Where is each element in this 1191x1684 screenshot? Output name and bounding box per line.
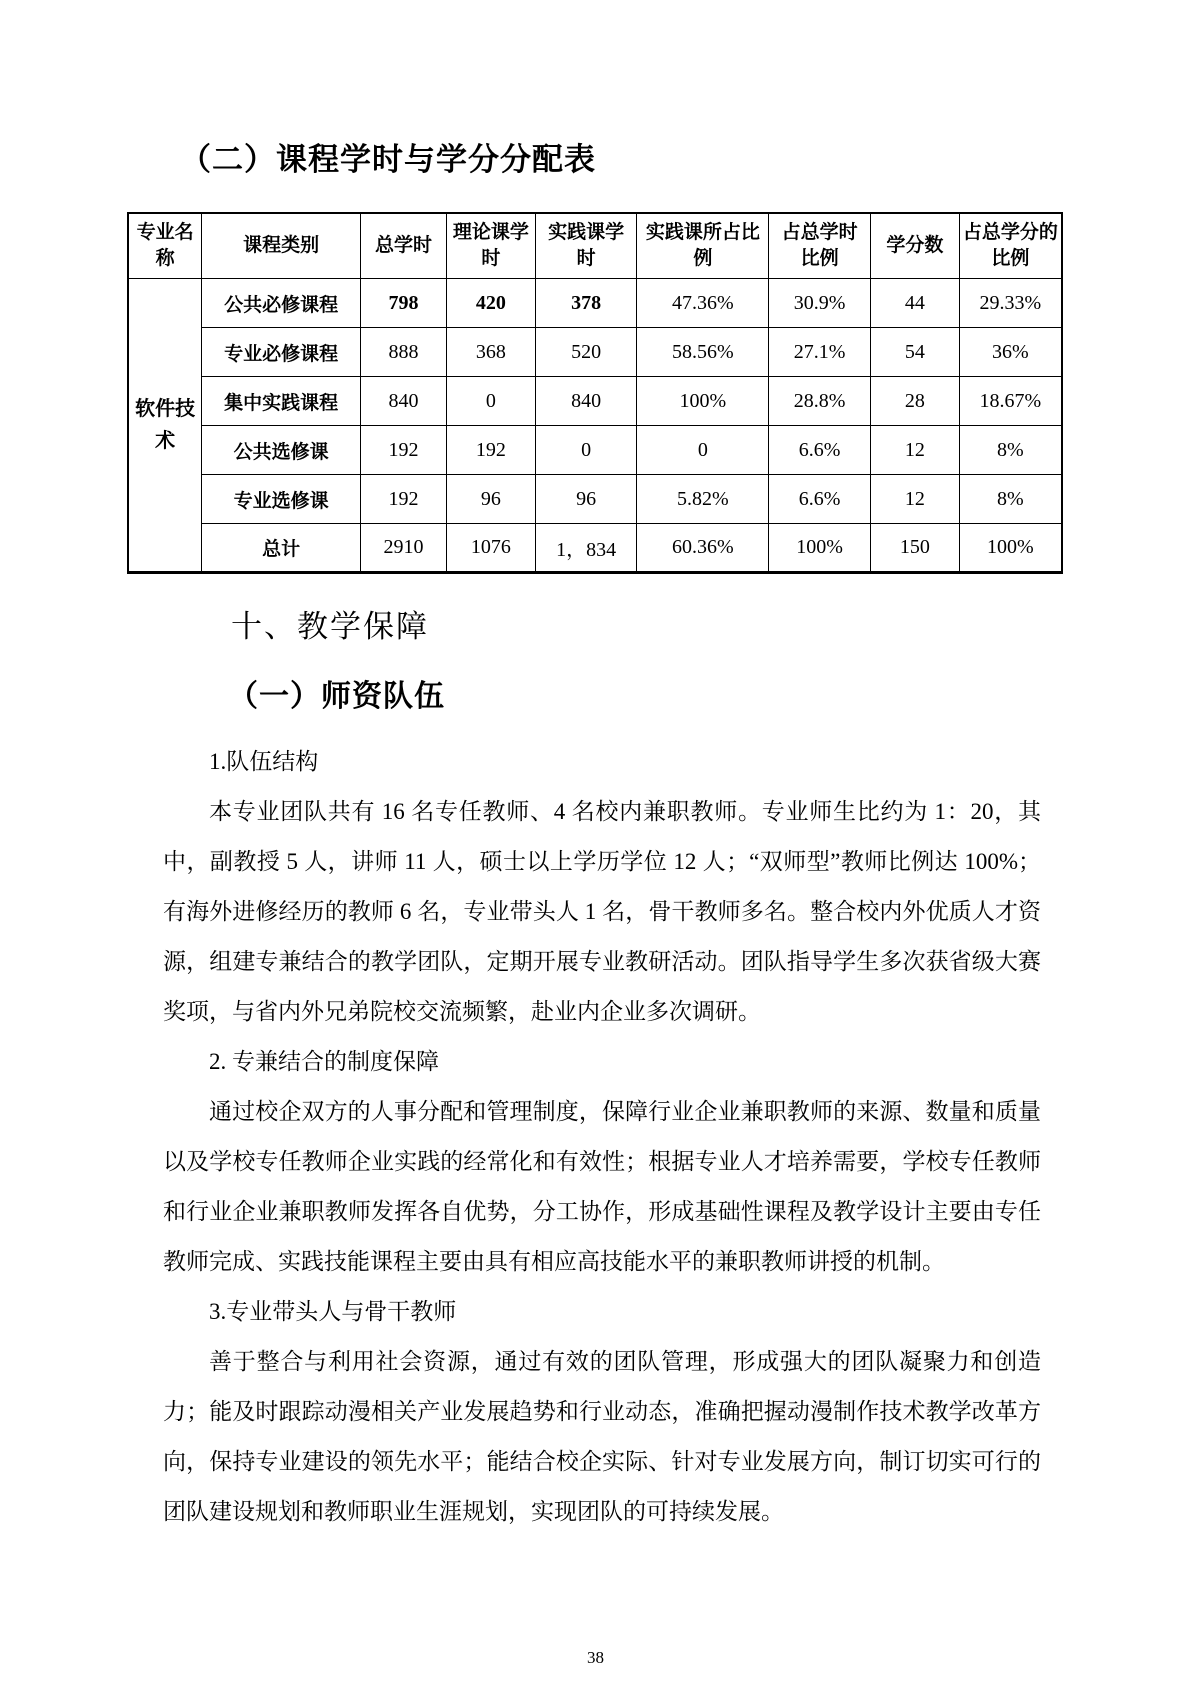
value-cell: 36% [959,328,1062,377]
paragraph: 通过校企双方的人事分配和管理制度，保障行业企业兼职教师的来源、数量和质量以及学校专任教师企业实践的经常化和有效性；根据专业人才培养需要，学校专任教师和行业企业兼职教师发挥各自优势，分工协作，形成基础性课程及教学设计主要由专任教师完成、实践技能课程主要由具有相应高技能水平的兼职教师讲授的机制。 [163,1099,1041,1274]
table-row [128,377,1062,426]
value-cell: 0 [446,377,535,426]
value-cell: 192 [446,426,535,475]
value-cell: 2910 [361,524,447,573]
course-category-cell: 公共选修课 [202,426,361,475]
course-category-cell: 总计 [202,524,361,573]
value-cell: 378 [535,279,637,328]
value-cell: 100% [769,524,871,573]
section-heading-course-hours-table: （二）课程学时与学分分配表 [180,142,596,177]
value-cell: 30.9% [769,279,871,328]
value-cell: 840 [535,377,637,426]
course-category-cell: 专业选修课 [202,475,361,524]
section-heading-teaching-support: 十、教学保障 [231,609,429,644]
page-number: 38 [587,1648,604,1667]
value-cell: 798 [361,279,447,328]
value-cell: 420 [446,279,535,328]
column-header: 学分数 [870,213,959,279]
table-row [128,475,1062,524]
value-cell: 6.6% [769,426,871,475]
value-cell: 28 [870,377,959,426]
value-cell: 60.36% [637,524,769,573]
course-category-cell: 集中实践课程 [202,377,361,426]
value-cell: 96 [446,475,535,524]
value-cell: 8% [959,475,1062,524]
value-cell: 12 [870,426,959,475]
value-cell: 840 [361,377,447,426]
course-category-cell: 专业必修课程 [202,328,361,377]
value-cell: 18.67% [959,377,1062,426]
value-cell: 100% [959,524,1062,573]
value-cell: 96 [535,475,637,524]
numbered-subheading: 3.专业带头人与骨干教师 [209,1299,457,1324]
value-cell: 5.82% [637,475,769,524]
value-cell: 1，834 [535,524,637,573]
value-cell: 47.36% [637,279,769,328]
subsection-heading-faculty-team: （一）师资队伍 [228,680,445,713]
table-header-row [128,213,1062,279]
column-header: 总学时 [361,213,447,279]
table-row [128,328,1062,377]
column-header: 实践课所占比例 [637,213,769,279]
column-header: 专业名称 [128,213,202,279]
value-cell: 192 [361,426,447,475]
value-cell: 12 [870,475,959,524]
value-cell: 27.1% [769,328,871,377]
value-cell: 0 [535,426,637,475]
table-row [128,426,1062,475]
value-cell: 888 [361,328,447,377]
column-header: 占总学时比例 [769,213,871,279]
value-cell: 150 [870,524,959,573]
body-text [163,737,1041,1537]
course-category-cell: 公共必修课程 [202,279,361,328]
column-header: 课程类别 [202,213,361,279]
value-cell: 58.56% [637,328,769,377]
course-hours-credits-table [127,212,1063,574]
value-cell: 6.6% [769,475,871,524]
value-cell: 8% [959,426,1062,475]
major-name-cell: 软件技术 [128,279,202,573]
value-cell: 54 [870,328,959,377]
value-cell: 100% [637,377,769,426]
value-cell: 368 [446,328,535,377]
column-header: 占总学分的比例 [959,213,1062,279]
value-cell: 28.8% [769,377,871,426]
value-cell: 29.33% [959,279,1062,328]
value-cell: 192 [361,475,447,524]
paragraph: 善于整合与利用社会资源，通过有效的团队管理，形成强大的团队凝聚力和创造力；能及时跟踪动漫相关产业发展趋势和行业动态，准确把握动漫制作技术教学改革方向，保持专业建设的领先水平；能结合校企实际、针对专业发展方向，制订切实可行的团队建设规划和教师职业生涯规划，实现团队的可持续发展。 [163,1349,1041,1524]
value-cell: 44 [870,279,959,328]
paragraph: 本专业团队共有 16 名专任教师、4 名校内兼职教师。专业师生比约为 1：20，其中，副教授 5 人，讲师 11 人，硕士以上学历学位 12 人；“双师型”教师比例达 100%；有海外进修经历的教师 6 名，专业带头人 1 名，骨干教师多名。整合校内外优质人才资源，组建专兼结合的教学团队，定期开展专业教研活动。团队指导学生多次获省级大赛奖项，与省内外兄弟院校交流频繁，赴业内企业多次调研。 [163,799,1041,1024]
table-row [128,279,1062,328]
table-row [128,524,1062,573]
value-cell: 0 [637,426,769,475]
numbered-subheading: 2. 专兼结合的制度保障 [209,1049,439,1074]
column-header: 实践课学时 [535,213,637,279]
column-header: 理论课学时 [446,213,535,279]
numbered-subheading: 1.队伍结构 [209,749,319,774]
value-cell: 1076 [446,524,535,573]
value-cell: 520 [535,328,637,377]
